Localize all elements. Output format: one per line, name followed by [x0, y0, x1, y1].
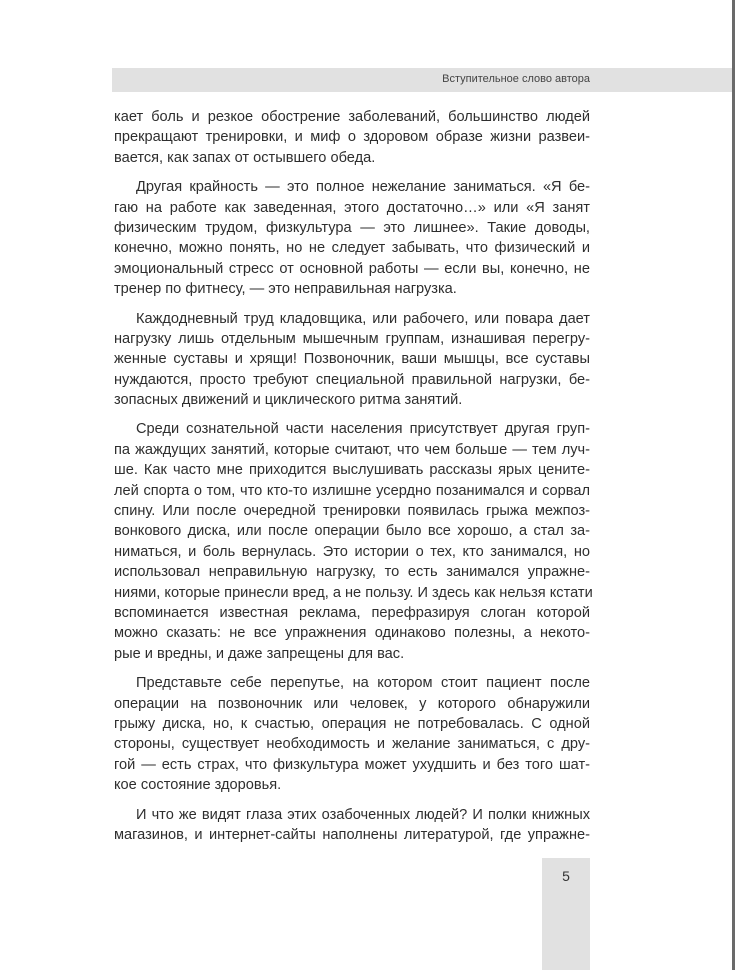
text-line: И что же видят глаза этих озабоченных людей? И полки книжных [136, 806, 590, 823]
text-line: нагрузку лишь отдельным мышечным группам, изнашивая перегру- [114, 330, 590, 347]
text-line: нуждаются, просто требуют специальной правильной нагрузки, бе- [114, 371, 590, 388]
text-line: женные суставы и хрящи! Позвоночник, ваши мышцы, все суставы [114, 351, 590, 368]
paragraph [114, 805, 590, 846]
text-line: тренер по фитнесу, — это неправильная нагрузка. [114, 281, 457, 298]
text-line: ше. Как часто мне приходится выслушивать рассказы ярых цените- [114, 462, 590, 479]
text-line: операции на позвоночник или человек, у которого обнаружили [114, 695, 590, 712]
text-line: рые и вредны, и даже запрещены для вас. [114, 645, 405, 662]
text-line: вонкового диска, или после операции было все хорошо, а стал за- [114, 523, 590, 540]
paragraph [114, 419, 593, 664]
text-line: вспоминается известная реклама, перефразируя слоган которой [114, 604, 590, 621]
text-line: Каждодневный труд кладовщика, или рабочего, или повара дает [136, 310, 590, 327]
text-line: ниматься, и боль вернулась. Это истории о тех, кто занимался, но [114, 543, 590, 560]
text-line: спину. Или после очередной тренировки появилась грыжа межпоз- [114, 503, 590, 520]
text-line: зопасных движений и циклического ритма занятий. [114, 392, 463, 409]
text-line: конечно, можно понять, но не следует забывать, что физический и [114, 240, 590, 257]
paragraph [114, 177, 590, 299]
text-line: стороны, существует необходимость и желание заниматься, с дру- [114, 736, 590, 753]
paragraph [114, 107, 590, 168]
running-header-bar [112, 68, 735, 92]
text-line: можно сказать: не все упражнения одинаково полезны, а некото- [114, 625, 590, 642]
text-line: эмоциональный стресс от основной работы — если вы, конечно, не [114, 260, 590, 277]
text-line: Представьте себе перепутье, на котором стоит пациент после [136, 675, 590, 692]
paragraph [114, 309, 590, 411]
text-line: физическим трудом, физкультура — это лишнее». Такие доводы, [114, 219, 590, 236]
page-number: 5 [562, 868, 570, 884]
text-line: па жаждущих занятий, которые считают, что чем больше — тем луч- [114, 441, 590, 458]
body-text [114, 107, 593, 854]
text-line: ниями, которые принесли вред, а не пользу. И здесь как нельзя кстати [114, 584, 593, 601]
page-number-tab [542, 858, 590, 970]
running-title: Вступительное слово автора [442, 73, 590, 85]
text-line: грыжу диска, но, к счастью, операция не потребовалась. С одной [114, 715, 590, 732]
paragraph [114, 673, 590, 795]
text-line: использовал неправильную нагрузку, то есть занимался упражне- [114, 564, 590, 581]
text-line: кое состояние здоровья. [114, 777, 282, 794]
text-line: Среди сознательной части населения присутствует другая груп- [136, 421, 590, 438]
text-line: гаю на работе как заведенная, этого достаточно…» или «Я занят [114, 199, 590, 216]
text-line: магазинов, и интернет-сайты наполнены литературой, где упражне- [114, 826, 590, 843]
text-line: лей спорта о том, что кто-то излишне усердно позанимался и сорвал [114, 482, 590, 499]
text-line: вается, как запах от остывшего обеда. [114, 149, 376, 166]
text-line: прекращают тренировки, и миф о здоровом образе жизни развеи- [114, 129, 590, 146]
text-line: гой — есть страх, что физкультура может ухудшить и без того шат- [114, 756, 590, 773]
text-line: кает боль и резкое обострение заболеваний, большинство людей [114, 109, 590, 125]
text-line: Другая крайность — это полное нежелание заниматься. «Я бе- [136, 179, 590, 196]
